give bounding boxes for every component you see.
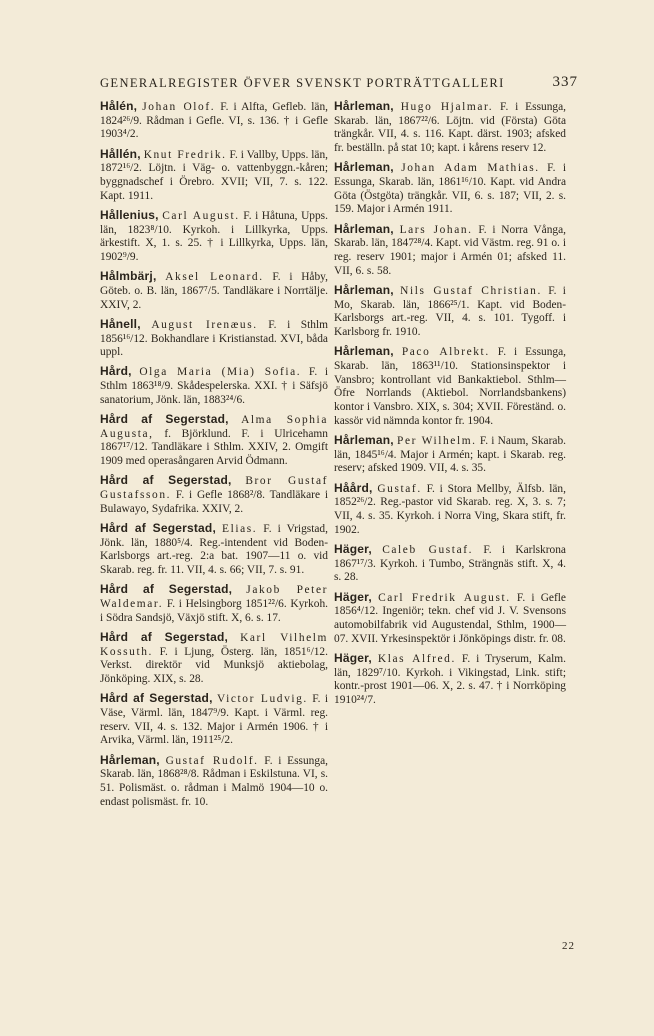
entry-text: F. i Essunga, Skarab. län, 1861¹⁶/10. Kapt. vid Andra Göta (Östgöta) trängkår. VII, 6. s. 187; VII, 2. s. 159. Major i Armén 1911. xyxy=(334,162,566,216)
entry-given-name: Gustaf Rudolf. xyxy=(165,754,259,767)
page-header xyxy=(100,76,578,96)
entry-surname: Hårleman, xyxy=(334,160,394,175)
entry-given-name: Victor Ludvig. xyxy=(216,693,308,706)
entry-text: F. i Håtuna, Upps. län, 1823⁸/10. Kyrkoh. i Lillkyrka, Upps. ärkestift. X, 1. s. 25. † i Lillkyrka, Upps. län, 1902⁹/9. xyxy=(100,209,328,264)
entry-text: F. i Gefle 1856⁴/12. Ingeniör; tekn. chef vid J. V. Svensons automobilfabrik vid Augustendal, Sthlm, 1900—07. XVII. Yrkesinspektör i Jönköpings distr. fr. 08. xyxy=(334,591,566,645)
entry-text: F. i Essunga, Skarab. län, 1868²⁸/8. Rådman i Eskilstuna. VI, s. 51. Polismäst. o. rådman i Malmö 1904—10 o. endast polismäst. fr. 10. xyxy=(100,754,328,808)
entry-given-name: Johan Olof. xyxy=(142,101,216,113)
signature-mark: 22 xyxy=(562,940,575,952)
register-entry xyxy=(334,345,566,428)
entry-surname: Hånell, xyxy=(100,316,141,331)
entry-text: f. Björklund. F. i Ulricehamn 1867¹⁷/12. Tandläkare i Sthlm. XXIV, 2. Omgift 1909 med operasångaren Arvid Ödmann. xyxy=(100,427,328,468)
register-entry xyxy=(334,161,566,217)
entry-surname: Hårleman, xyxy=(334,282,394,297)
entry-text: F. i Norra Vånga, Skarab. län, 1847²⁸/4. Kapt. vid Västm. reg. 91 o. i reg. reserv 1901; major i Armén 01; afsked 11. VII, 6. s. 58. xyxy=(334,223,566,277)
entry-surname: Hårleman, xyxy=(334,221,394,236)
entry-given-name: Jakob Peter Waldemar. xyxy=(100,584,328,610)
entry-given-name: Karl Vilhelm Kossuth. xyxy=(100,631,328,658)
entry-text: F. i Karlskrona 1867¹⁷/3. Kyrkoh. i Tumbo, Strängnäs stift. X, 4. s. 28. xyxy=(334,543,566,584)
entry-text: F. i Vallby, Upps. län, 1872¹⁶/2. Löjtn. i Väg- o. vattenbyggn.-kåren; byggnadschef i Örebro. XVII; VII, 7. s. 122. Kapt. 1911. xyxy=(100,148,328,202)
register-entry xyxy=(100,100,328,142)
register-entry xyxy=(100,318,328,360)
entry-surname: Hård af Segerstad, xyxy=(100,629,229,644)
entry-text: F. i Tryserum, Kalm. län, 1829⁷/10. Kyrkoh. i Vikingstad, Link. stift; kontr.-prost 1901—06. X, 2. s. 47. † i Norrköping 1910²⁴/7. xyxy=(334,652,567,706)
left-column xyxy=(100,100,328,815)
register-entry xyxy=(334,543,566,585)
register-entry xyxy=(100,365,328,407)
page-number: 337 xyxy=(552,74,578,90)
right-column xyxy=(334,100,566,713)
register-entry xyxy=(334,434,566,476)
entry-text: F. i Vrigstad, Jönk. län, 1880⁵/4. Reg.-intendent vid Boden-Karlsborgs art.-reg. 2:a bat. 1907—11 o. vid Skarab. reg. fr. 11. VII, 4. s. 66; VII, 7. s. 91. xyxy=(100,522,328,577)
entry-surname: Hård af Segerstad, xyxy=(100,582,233,597)
entry-given-name: Aksel Leonard. xyxy=(165,271,264,284)
register-entry xyxy=(334,591,566,647)
entry-surname: Hållén, xyxy=(100,146,141,161)
entry-text: F. i Alfta, Gefleb. län, 1824²⁶/9. Rådman i Gefle. VI, s. 136. † i Gefle 1903⁴/2. xyxy=(100,101,328,141)
entry-text: F. i Mo, Skarab. län, 1866²⁵/1. Kapt. vid Boden-Karlsborgs art.-reg. VII, 4. s. 101. Tygoff. i Karlsborg fr. 1910. xyxy=(334,284,566,339)
entry-surname: Hålén, xyxy=(100,99,138,113)
entry-surname: Håård, xyxy=(334,480,373,495)
register-entry xyxy=(334,652,566,708)
entry-surname: Häger, xyxy=(334,650,372,665)
entry-surname: Hårleman, xyxy=(100,752,160,767)
register-entry xyxy=(100,413,328,469)
entry-text: F. i Helsingborg 1851²²/6. Kyrkoh. i Södra Sandsjö, Växjö stift. X, 6. s. 17. xyxy=(100,598,328,624)
entry-surname: Hård af Segerstad, xyxy=(100,520,216,535)
register-entry xyxy=(100,148,328,204)
entry-given-name: Carl August. xyxy=(162,209,240,222)
entry-given-name: Hugo Hjalmar. xyxy=(400,101,494,113)
entry-given-name: Bror Gustaf Gustafsson. xyxy=(100,475,328,502)
register-entry xyxy=(100,692,328,748)
register-entry xyxy=(100,522,328,578)
entry-text: F. i Ljung, Österg. län, 1851⁶/12. Verkst. direktör vid Munksjö aktiebolag, Jönköping. XIX, s. 28. xyxy=(100,645,328,686)
register-entry xyxy=(334,223,566,279)
entry-surname: Hålmbärj, xyxy=(100,269,157,284)
entry-given-name: August Irenæus. xyxy=(151,318,258,331)
entry-given-name: Alma Sophia Augusta, xyxy=(100,414,328,440)
entry-text: F. i Gefle 1868²/8. Tandläkare i Bulawayo, Sydafrika. XXIV, 2. xyxy=(100,489,328,515)
entry-text: F. i Håby, Göteb. o. B. län, 1867⁷/5. Tandläkare i Norrtälje. XXIV, 2. xyxy=(100,271,328,311)
register-entry xyxy=(100,583,328,625)
entry-surname: Hållenius, xyxy=(100,207,159,222)
register-entry xyxy=(100,631,328,687)
entry-text: F. i Essunga, Skarab. län, 1867²²/6. Löjtn. vid (Första) Göta trängkår. VII, 4. s. 116. Kapt. därst. 1903; afsked fr. beställn. på stat 10; kapt. i kårens reserv 12. xyxy=(334,101,566,155)
entry-surname: Hård af Segerstad, xyxy=(100,412,229,427)
entry-given-name: Gustaf. xyxy=(377,482,422,495)
entry-surname: Hård, xyxy=(100,364,132,379)
entry-given-name: Per Wilhelm. xyxy=(397,434,477,447)
entry-text: F. i Naum, Skarab. län, 1845¹⁶/4. Major i Armén; kapt. i Skarab. reg. reserv; afsked 1909. VII, 4. s. 35. xyxy=(334,434,566,475)
entry-surname: Hårleman, xyxy=(334,99,394,113)
entry-text: F. i Sthlm 1856¹⁶/12. Bokhandlare i Kristianstad. XVI, båda uppl. xyxy=(100,318,328,359)
register-entry xyxy=(100,474,328,516)
register-entry xyxy=(100,209,328,265)
entry-given-name: Johan Adam Mathias. xyxy=(401,162,540,175)
entry-surname: Häger, xyxy=(334,589,372,604)
entry-surname: Hård af Segerstad, xyxy=(100,473,232,488)
entry-text: F. i Stora Mellby, Älfsb. län, 1852²⁶/2. Reg.-pastor vid Skarab. reg. X, 3. s. 7; VII, 4. s. 35. Kyrkoh. i Norra Ving, Skara stift, fr. 1902. xyxy=(334,482,566,536)
entry-given-name: Elias. xyxy=(222,522,258,535)
entry-given-name: Lars Johan. xyxy=(399,223,473,236)
entry-surname: Hård af Segerstad, xyxy=(100,691,213,706)
entry-given-name: Knut Fredrik. xyxy=(143,148,227,161)
register-entry xyxy=(334,482,566,538)
register-entry xyxy=(334,100,566,156)
register-entry xyxy=(100,754,328,810)
register-entry xyxy=(334,284,566,340)
entry-text: F. i Väse, Värml. län, 1847⁹/9. Kapt. i Värml. reg. reserv. VII, 4. s. 132. Major i Armén 1906. † i Arvika, Värml. län, 1911²⁵/2. xyxy=(100,693,328,747)
entry-text: F. i Sthlm 1863¹⁸/9. Skådespelerska. XXI. † i Säfsjö sanatorium, Jönk. län, 1883²⁴/6. xyxy=(100,366,328,406)
entry-given-name: Caleb Gustaf. xyxy=(382,543,474,556)
entry-given-name: Paco Albrekt. xyxy=(401,346,490,359)
entry-given-name: Olga Maria (Mia) Sofia. xyxy=(139,366,302,379)
entry-surname: Hårleman, xyxy=(334,432,394,447)
entry-given-name: Carl Fredrik August. xyxy=(378,591,511,604)
entry-given-name: Nils Gustaf Christian. xyxy=(400,284,542,297)
register-entry xyxy=(100,270,328,312)
entry-text: F. i Essunga, Skarab. län, 1863¹¹/10. Stationsinspektor i Vansbro; kontrollant vid Bankaktiebol. Sthlm—Öfre Norrlands (Aktiebol. Norrlandsbankens) kontor i Vansbro. XIX, s. 304; XVII. Föreständ. o. kassör vid nämnda kontor fr. 1904. xyxy=(334,346,566,427)
entry-surname: Hårleman, xyxy=(334,344,394,359)
entry-given-name: Klas Alfred. xyxy=(377,652,456,665)
entry-surname: Häger, xyxy=(334,541,372,556)
running-title: GENERALREGISTER ÖFVER SVENSKT PORTRÄTTGALLERI xyxy=(100,76,505,90)
